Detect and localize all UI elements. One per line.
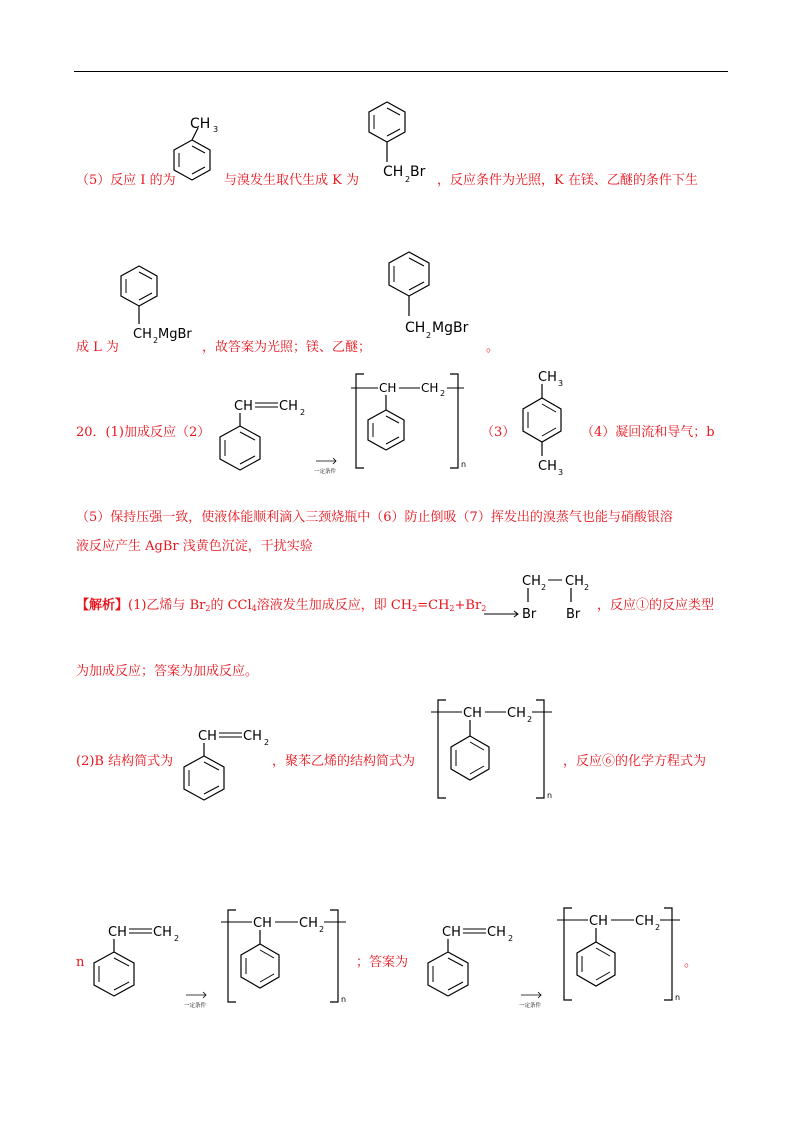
dibromoethane-structure	[484, 566, 604, 626]
svg-text:2: 2	[319, 925, 325, 934]
q5-line1-part-a: （5）反应 I 的为	[76, 173, 176, 188]
svg-text:CH: CH	[421, 381, 439, 395]
svg-text:MgBr: MgBr	[432, 320, 469, 336]
q20-answer-part-a: 20．(1)加成反应（2）	[76, 425, 211, 440]
svg-text:CH: CH	[522, 574, 541, 589]
svg-text:2: 2	[264, 738, 270, 747]
analysis-2-part-a: (2)B 结构简式为	[76, 754, 174, 769]
svg-text:2: 2	[426, 331, 432, 340]
polystyrene-structure-1	[348, 366, 474, 474]
svg-text:CH: CH	[565, 574, 584, 589]
benzyl-bromide-structure	[365, 96, 445, 188]
q20-answer-5-line1: （5）保持压强一致，使液体能顺利滴入三颈烧瓶中（6）防止倒吸（7）挥发出的溴蒸气也能与硝酸银溶	[76, 510, 673, 525]
svg-text:CH: CH	[234, 399, 253, 414]
svg-text:CH: CH	[383, 164, 404, 180]
svg-text:一定条件: 一定条件	[519, 1003, 542, 1009]
svg-text:n: n	[341, 995, 347, 1004]
polystyrene-structure-3	[218, 904, 352, 1008]
q5-line2-part-c: 。	[486, 340, 500, 355]
svg-text:2: 2	[174, 934, 180, 943]
p-xylene-structure	[512, 366, 580, 478]
svg-text:CH: CH	[253, 916, 272, 931]
analysis-line2: 为加成反应；答案为加成反应。	[76, 664, 259, 679]
svg-text:Br: Br	[410, 164, 426, 180]
analysis-2-part-b: ，聚苯乙烯的结构简式为	[272, 754, 416, 769]
svg-text:CH: CH	[507, 706, 526, 721]
equation-end: 。	[684, 955, 698, 970]
svg-text:2: 2	[541, 583, 547, 592]
svg-text:n: n	[461, 460, 467, 469]
q5-line2-part-b: ，故答案为光照；镁、乙醚；	[202, 340, 372, 355]
q5-line2-part-a: 成 L 为	[76, 340, 119, 355]
analysis-bracket: 【解析】	[76, 598, 129, 613]
styrene-structure-2	[172, 722, 280, 810]
svg-text:Br: Br	[522, 607, 537, 622]
equation-n: n	[76, 955, 85, 970]
svg-text:CH: CH	[635, 914, 654, 929]
polystyrene-structure-2	[428, 694, 562, 806]
styrene-structure-1	[212, 392, 316, 484]
benzyl-mgbr-structure-2	[383, 246, 483, 346]
svg-text:CH: CH	[153, 925, 172, 940]
svg-text:一定条件: 一定条件	[314, 469, 337, 475]
svg-text:2: 2	[508, 934, 514, 943]
svg-text:2: 2	[300, 408, 306, 417]
benzyl-mgbr-structure-1	[117, 262, 217, 350]
svg-text:一定条件: 一定条件	[184, 1003, 207, 1009]
svg-text:Br: Br	[566, 607, 581, 622]
svg-text:2: 2	[153, 336, 159, 345]
svg-text:2: 2	[440, 389, 446, 398]
analysis-line1-end: ，反应①的反应类型	[597, 598, 715, 613]
svg-text:CH: CH	[405, 320, 426, 336]
ch3-label: CH	[190, 116, 211, 132]
polystyrene-structure-4	[554, 902, 688, 1006]
svg-text:CH: CH	[589, 914, 608, 929]
svg-text:CH: CH	[442, 925, 461, 940]
svg-text:CH: CH	[198, 729, 217, 744]
q20-answer-part-b: （3）	[481, 425, 516, 440]
analysis-2-part-c: ，反应⑥的化学方程式为	[563, 754, 707, 769]
q5-line1-part-b: 与溴发生取代生成 K 为	[224, 173, 359, 188]
analysis-line1: 【解析】(1)乙烯与 $Br_2$的 CCl$_4$溶液发生加成反应，即 $CH_2=CH_2+Br_2$	[76, 598, 487, 613]
svg-text:CH: CH	[133, 327, 152, 342]
svg-text:CH: CH	[463, 706, 482, 721]
styrene-structure-4	[420, 914, 524, 1006]
header-rule	[74, 71, 728, 72]
svg-text:3: 3	[558, 468, 564, 477]
svg-text:CH: CH	[379, 381, 397, 395]
svg-text:CH: CH	[108, 925, 127, 940]
svg-text:CH: CH	[538, 370, 557, 385]
svg-text:2: 2	[405, 175, 411, 184]
svg-text:2: 2	[584, 583, 590, 592]
svg-text:2: 2	[655, 923, 661, 932]
styrene-structure-3	[86, 914, 190, 1006]
equation-mid: ；答案为	[356, 955, 409, 970]
svg-text:n: n	[547, 791, 553, 800]
svg-text:CH: CH	[243, 729, 262, 744]
q5-line1-part-c: ，反应条件为光照，K 在镁、乙醚的条件下生	[437, 173, 698, 188]
svg-text:CH: CH	[279, 399, 298, 414]
svg-text:3: 3	[558, 379, 564, 388]
svg-text:n: n	[675, 993, 681, 1002]
q20-answer-5-line2: 液反应产生 AgBr 浅黄色沉淀，干扰实验	[76, 539, 313, 554]
svg-text:CH: CH	[299, 916, 318, 931]
svg-text:3: 3	[213, 125, 219, 134]
svg-text:2: 2	[527, 715, 533, 724]
svg-text:MgBr: MgBr	[158, 327, 192, 342]
q20-answer-part-c: （4）凝回流和导气；b	[581, 425, 715, 440]
svg-text:CH: CH	[487, 925, 506, 940]
svg-text:CH: CH	[538, 459, 557, 474]
toluene-structure	[170, 106, 230, 196]
